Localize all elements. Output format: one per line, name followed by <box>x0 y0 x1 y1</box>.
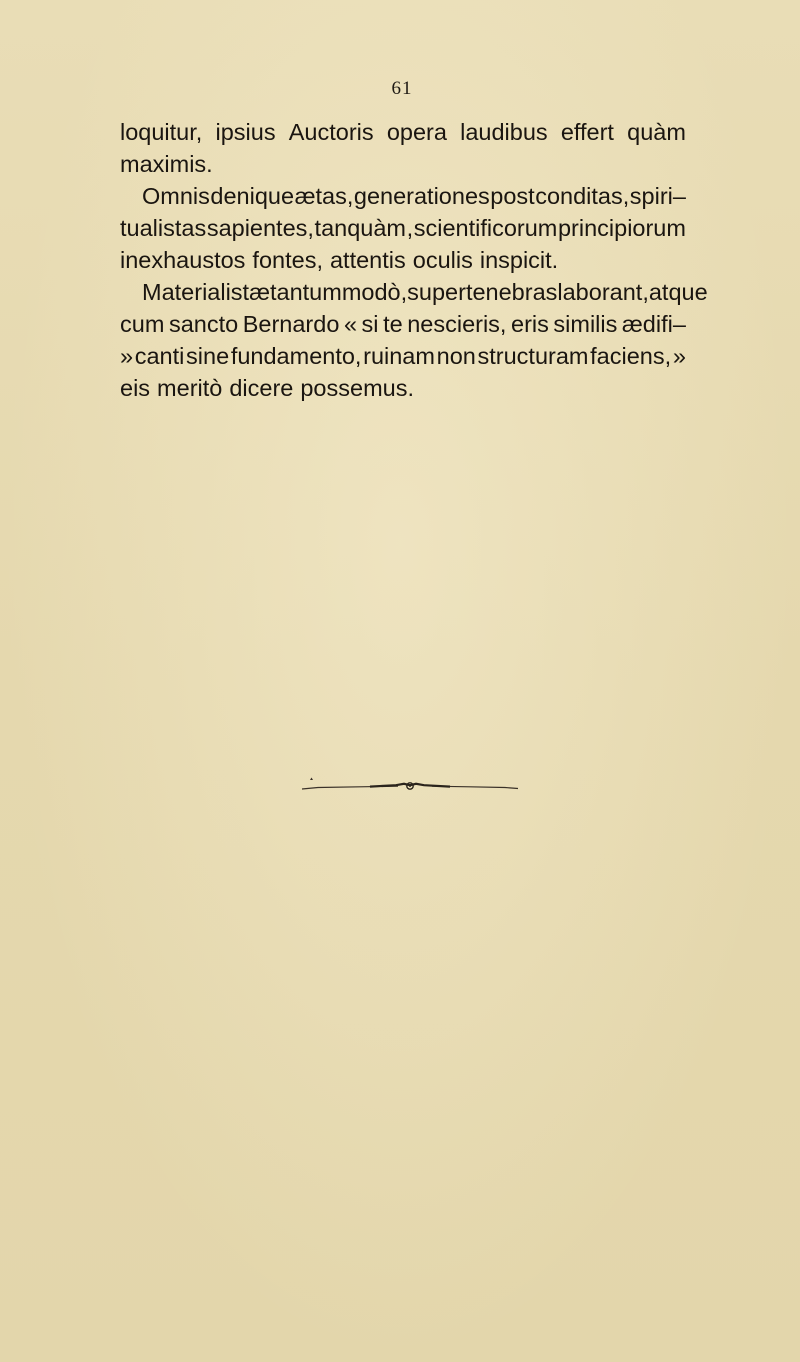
word: possemus. <box>300 375 414 401</box>
word: faciens, <box>590 343 672 369</box>
word: tenebras <box>465 279 558 305</box>
word: , <box>406 215 414 241</box>
word: « <box>343 311 358 337</box>
word: » <box>120 343 134 369</box>
word: post <box>490 183 535 209</box>
text-line <box>120 372 686 404</box>
word: non <box>436 343 476 369</box>
text-line <box>120 340 686 372</box>
word: ædifi– <box>621 311 686 337</box>
word: Omnis <box>142 183 210 209</box>
text-line <box>120 148 686 180</box>
word: laborant,atque <box>557 279 708 305</box>
word: fundamento, <box>230 343 362 369</box>
word: oculis <box>412 247 473 273</box>
page-number: 61 <box>391 78 413 99</box>
word: nescieris, <box>407 311 507 337</box>
text-line <box>120 276 708 308</box>
word: similis <box>553 311 618 337</box>
word: scientificorum <box>413 215 558 241</box>
word: denique <box>210 183 295 209</box>
word: opera <box>386 119 447 145</box>
word: quàm <box>627 119 686 145</box>
word: tualistas <box>120 215 207 241</box>
word: eis <box>120 375 151 401</box>
word: cum <box>120 311 165 337</box>
word: principiorum <box>557 215 686 241</box>
word: sancto <box>168 311 239 337</box>
word: laudibus <box>460 119 548 145</box>
word: meritò <box>157 375 223 401</box>
word: inspicit. <box>479 247 559 273</box>
word: inexhaustos <box>120 247 246 273</box>
word: Auctoris <box>288 119 374 145</box>
word: Materialistæ <box>142 279 270 305</box>
word: sine <box>186 343 230 369</box>
word: ruinam <box>363 343 435 369</box>
word: eris <box>511 311 549 337</box>
word: tantummodò, <box>269 279 408 305</box>
word: generationes <box>353 183 490 209</box>
word: canti <box>134 343 185 369</box>
word: si <box>361 311 379 337</box>
word: tanquàm <box>314 215 406 241</box>
word: ipsius <box>215 119 276 145</box>
body-text <box>120 116 708 404</box>
word: ætas, <box>294 183 354 209</box>
ornament-rule-icon <box>300 750 520 790</box>
word: structuram <box>477 343 589 369</box>
word: spiri– <box>629 183 686 209</box>
word: fontes, <box>252 247 323 273</box>
text-line <box>120 308 686 340</box>
word: » <box>672 343 686 369</box>
word: Bernardo <box>242 311 340 337</box>
word: super <box>407 279 466 305</box>
text-line <box>120 244 686 276</box>
word: effert <box>560 119 614 145</box>
word: conditas, <box>535 183 630 209</box>
word: sapientes, <box>206 215 314 241</box>
word: te <box>383 311 403 337</box>
text-line <box>120 116 686 148</box>
word: loquitur, <box>120 119 203 145</box>
word: attentis <box>329 247 406 273</box>
text-line <box>120 212 686 244</box>
word: maximis. <box>120 151 213 177</box>
word: dicere <box>229 375 294 401</box>
text-line <box>120 180 686 212</box>
